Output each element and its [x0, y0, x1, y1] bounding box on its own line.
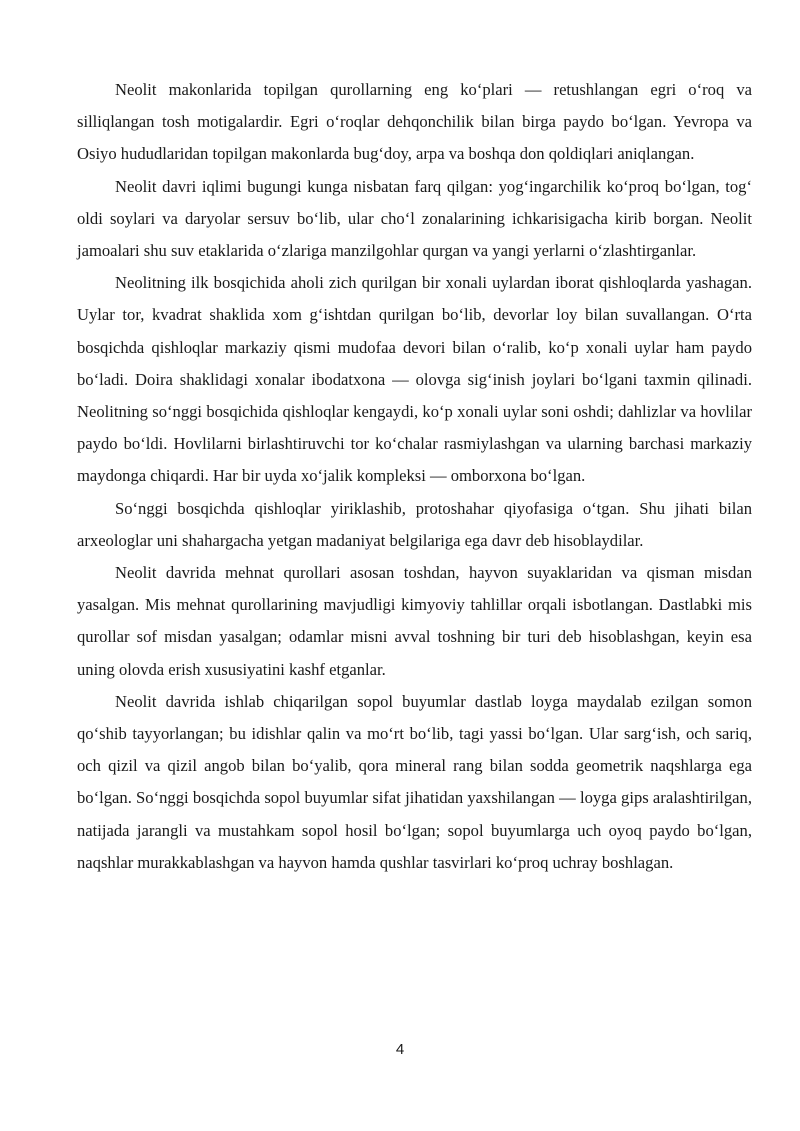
paragraph-2: Neolit davri iqlimi bugungi kunga nisbatan farq qilgan: yog‘ingarchilik ko‘proq bo‘lgan, tog‘ oldi soylari va daryolar sersuv bo‘lib, ular cho‘l zonalarining ichkarisigacha kirib borgan. Neolit jamoalari shu suv etaklarida o‘zlariga manzilgohlar qurgan va yangi yerlarni o‘zlashtirganlar.	[77, 176, 752, 261]
paragraph-5: Neolit davrida mehnat qurollari asosan toshdan, hayvon suyaklaridan va qisman misdan yasalgan. Mis mehnat qurollarining mavjudligi kimyoviy tahlillar orqali isbotlangan. Dastlabki mis qurollar sof misdan yasalgan; odamlar misni avval toshning bir turi deb hisoblashgan, keyin esa uning olovda erish xususiyatini kashf etganlar.	[77, 563, 752, 679]
paragraph-1: Neolit makonlarida topilgan qurollarning eng ko‘plari — retushlangan egri o‘roq va silliqlangan tosh motigalardir. Egri o‘roqlar dehqonchilik bilan birga paydo bo‘lgan. Yevropa va Osiyo hududlaridan topilgan makonlarda bug‘doy, arpa va boshqa don qoldiqlari aniqlangan.	[77, 80, 752, 164]
body-text	[77, 74, 752, 879]
paragraph-4: So‘nggi bosqichda qishloqlar yiriklashib, protoshahar qiyofasiga o‘tgan. Shu jihati bilan arxeologlar uni shahargacha yetgan madaniyat belgilariga ega davr deb hisoblaydilar.	[77, 498, 752, 550]
page-number: 4	[395, 1041, 405, 1058]
paragraph-3: Neolitning ilk bosqichida aholi zich qurilgan bir xonali uylardan iborat qishloqlarda yashagan. Uylar tor, kvadrat shaklida xom g‘ishtdan qurilgan bo‘lib, devorlar loy bilan suvallangan. O‘rta bosqichda qishloqlar markaziy qismi mudofaa devori bilan o‘ralib, ko‘p xonali uylar ham paydo bo‘ladi. Doira shaklidagi xonalar ibodatxona — olovga sig‘inish joylari bo‘lgani taxmin qilinadi. Neolitning so‘nggi bosqichida qishloqlar kengaydi, ko‘p xonali uylar soni oshdi; dahlizlar va hovlilar paydo bo‘ldi. Hovlilarni birlashtiruvchi tor ko‘chalar rasmiylashgan va ularning barchasi markaziy maydonga chiqardi. Har bir uyda xo‘jalik kompleksi — omborxona bo‘lgan.	[77, 273, 752, 486]
paragraph-6: Neolit davrida ishlab chiqarilgan sopol buyumlar dastlab loyga maydalab ezilgan somon qo‘shib tayyorlangan; bu idishlar qalin va mo‘rt bo‘lib, tagi yassi bo‘lgan. Ular sarg‘ish, och sariq, och qizil va qizil angob bilan bo‘yalib, qora mineral rang bilan sodda geometrik naqshlarga ega bo‘lgan. So‘nggi bosqichda sopol buyumlar sifat jihatidan yaxshilangan — loyga gips aralashtirilgan, natijada jarangli va mustahkam sopol hosil bo‘lgan; sopol buyumlarga uch oyoq paydo bo‘lgan, naqshlar murakkablashgan va hayvon hamda qushlar tasvirlari ko‘proq uchray boshlagan.	[77, 691, 752, 872]
